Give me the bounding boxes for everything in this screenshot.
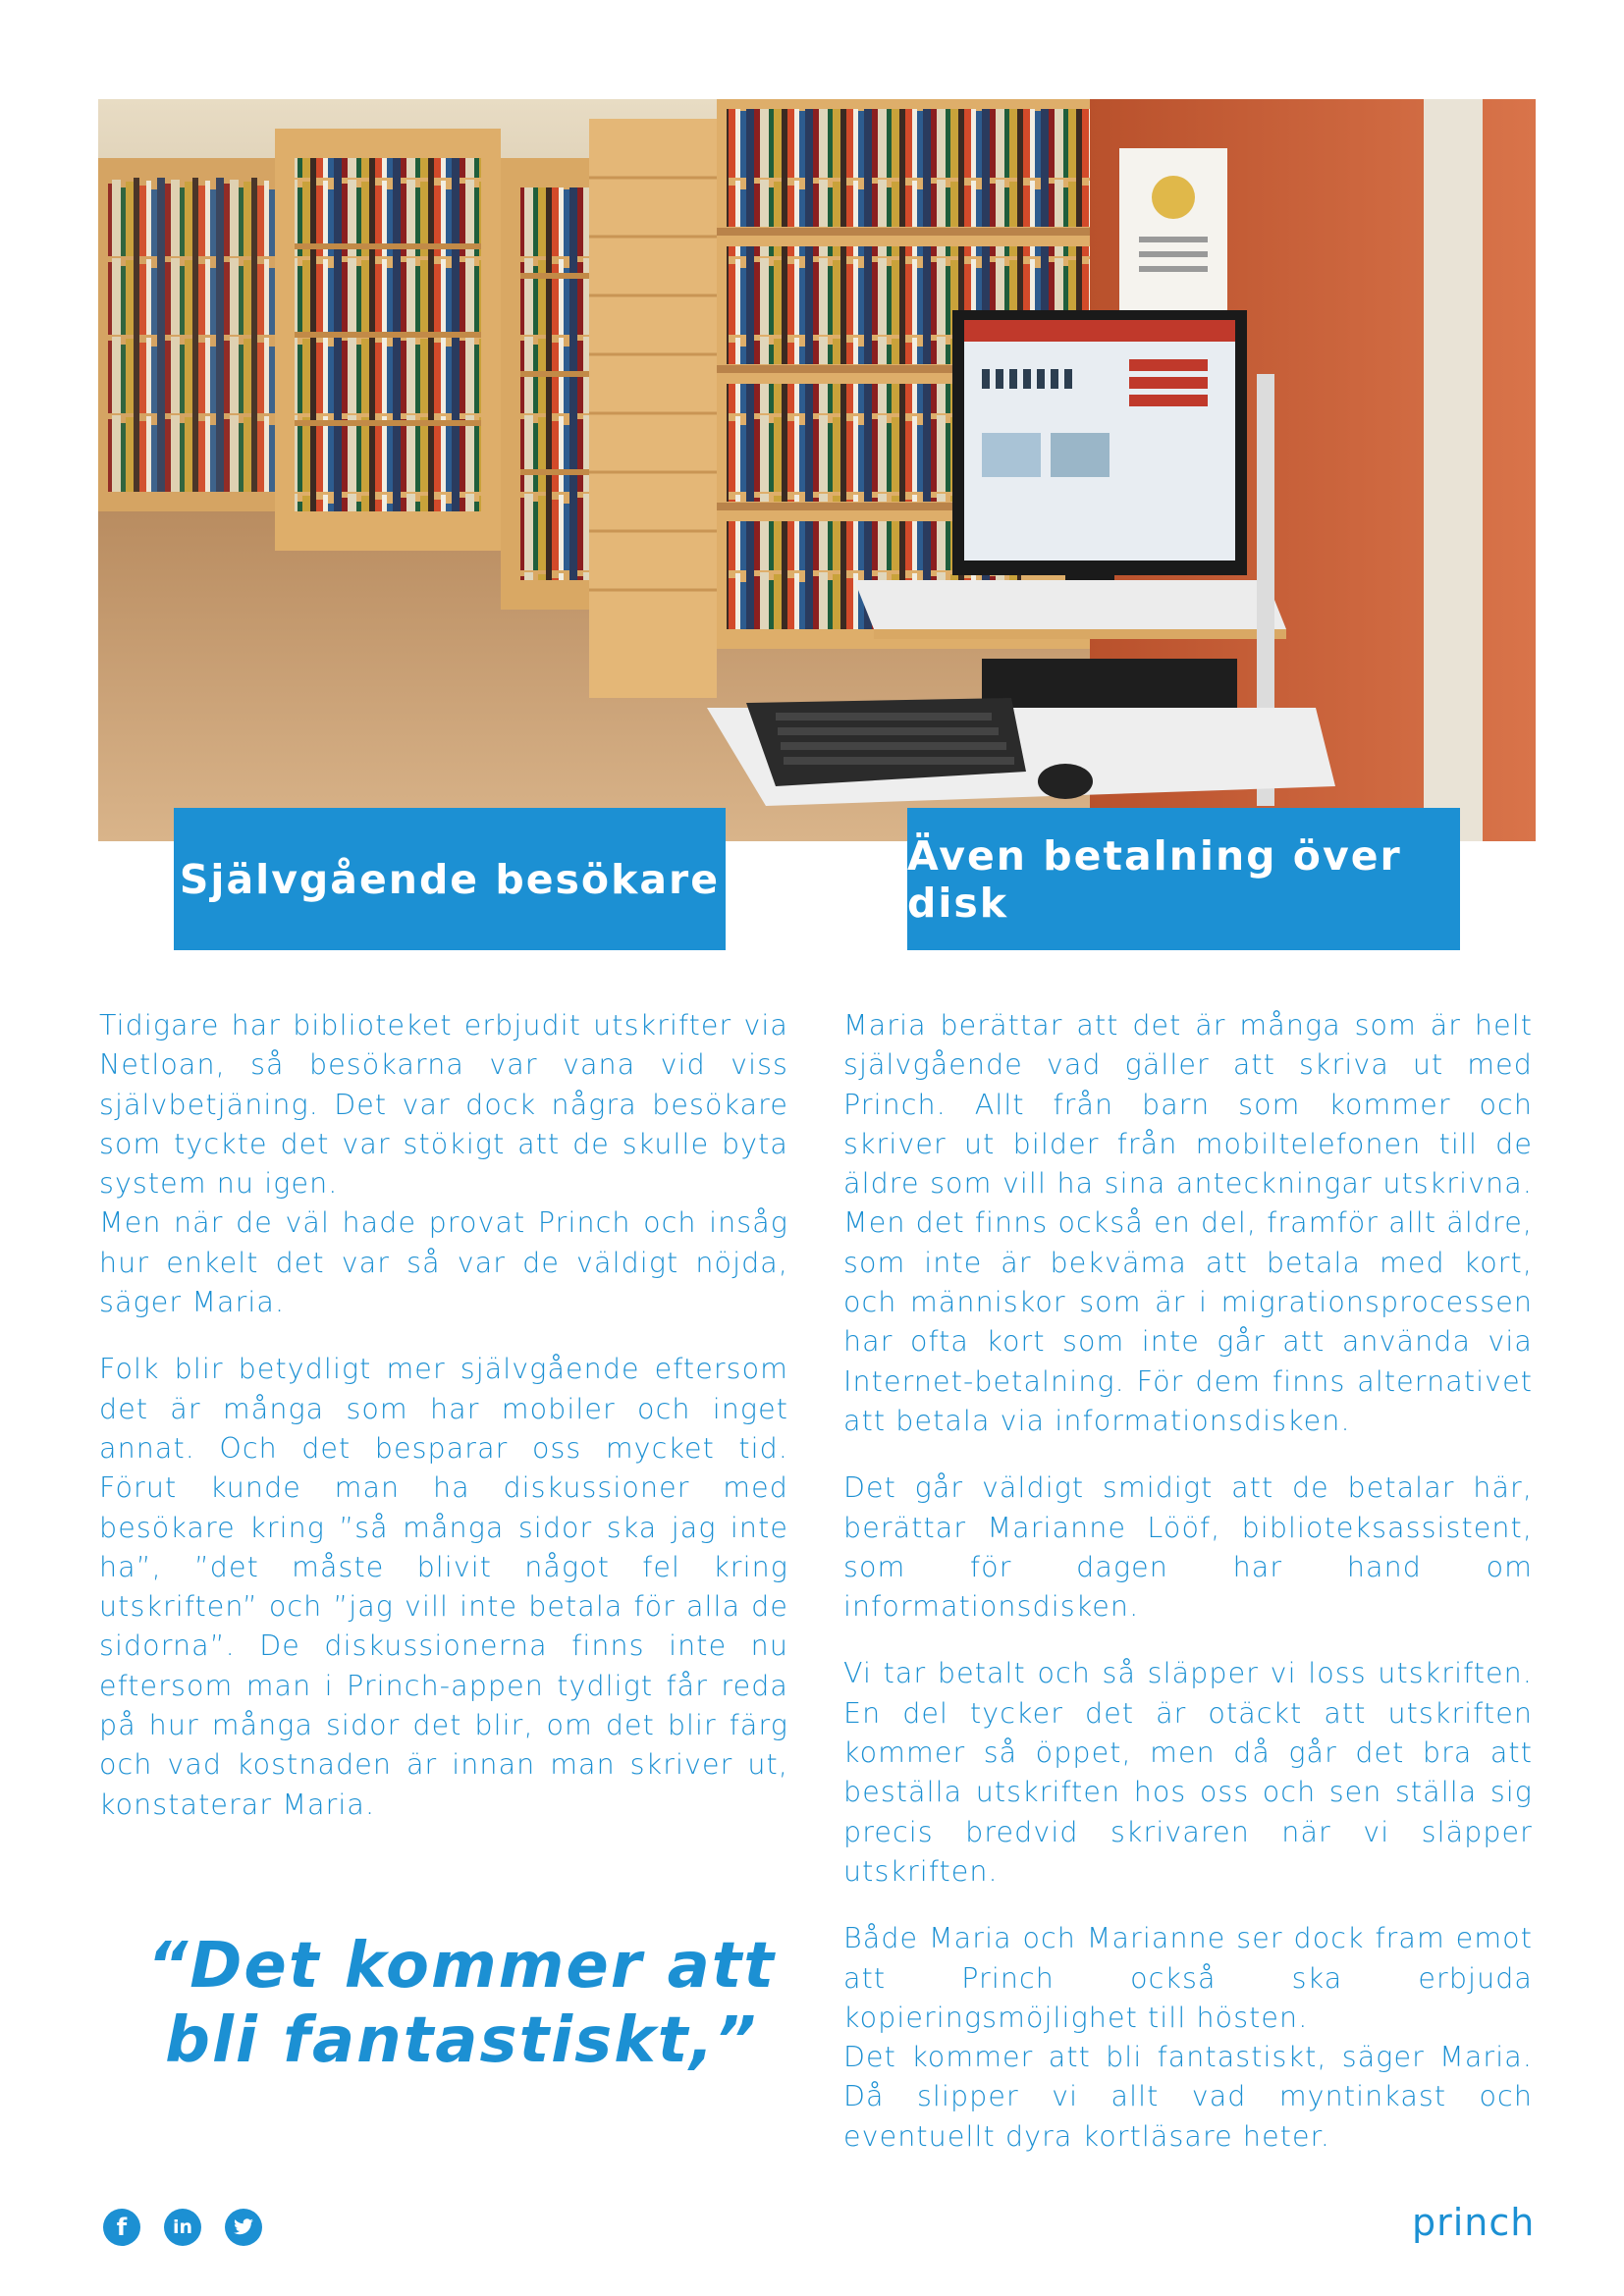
paragraph: Det går väldigt smidigt att de betalar här, berättar Marianne Lööf, biblioteksassistent, som för dagen har hand om informationsdisken. <box>843 1471 1533 1624</box>
facebook-icon[interactable] <box>103 2209 140 2246</box>
hero-photo <box>98 99 1536 841</box>
linkedin-icon[interactable] <box>164 2209 201 2246</box>
right-column <box>843 1006 1533 2184</box>
paragraph: Både Maria och Marianne ser dock fram emot att Princh också ska erbjuda kopieringsmöjlighet till hösten. <box>843 1922 1533 2034</box>
library-photo-illustration <box>98 99 1536 841</box>
paragraph: Tidigare har biblioteket erbjudit utskrifter via Netloan, så besökarna var vana vid viss självbetjäning. Det var dock några besökare som tyckte det var stökigt att de skulle byta system nu igen. <box>99 1009 788 1201</box>
heading-counter-payment: Även betalning över disk <box>907 808 1460 950</box>
princh-logo: princh <box>1412 2201 1536 2244</box>
twitter-bird-icon <box>233 2218 254 2236</box>
paragraph: Maria berättar att det är många som är helt självgående vad gäller att skriva ut med Princh. Allt från barn som kommer och skriver ut bilder från mobiltelefonen till de äldre som vill ha sina anteckningar utskrivna. Men det finns också en del, framför allt äldre, som inte är bekväma att betala med kort, och människor som är i migrationsprocessen har ofta kort som inte går att använda via Internet-betalning. För dem finns alternativet att betala via informationsdisken. <box>843 1009 1534 1437</box>
facebook-glyph: f <box>116 2214 128 2241</box>
twitter-icon[interactable] <box>225 2209 262 2246</box>
heading-self-service-visitors: Självgående besökare <box>174 808 726 950</box>
quote-line: “Det kommer att <box>147 1930 776 2002</box>
paragraph: Folk blir betydligt mer självgående eftersom det är många som har mobiler och inget annat. Och det besparar oss mycket tid. Förut kunde man ha diskussioner med besökare kring ”så många sidor ska jag inte ha”, ”det måste blivit något fel kring utskriften” och ”jag vill inte betala för alla de sidorna”. De diskussionerna finns inte nu eftersom man i Princh-appen tydligt får reda på hur många sidor det blir, om det blir färg och vad kostnaden är innan man skriver ut, konstaterar Maria. <box>99 1353 788 1821</box>
paragraph: Men när de väl hade provat Princh och insåg hur enkelt det var så var de väldigt nöjda, säger Maria. <box>99 1206 788 1319</box>
social-links <box>103 2209 262 2246</box>
left-column <box>99 1006 788 1852</box>
linkedin-glyph: in <box>172 2216 193 2238</box>
pull-quote <box>118 1929 805 2078</box>
paragraph: Det kommer att bli fantastiskt, säger Maria. Då slipper vi allt vad myntinkast och eventuellt dyra kortläsare heter. <box>843 2041 1533 2153</box>
quote-line: bli fantastiskt,” <box>165 2004 758 2077</box>
paragraph: Vi tar betalt och så släpper vi loss utskriften. En del tycker det är otäckt att utskriften kommer så öppet, men då går det bra att beställa utskriften hos oss och sen ställa sig precis bredvid skrivaren när vi släpper utskriften. <box>843 1657 1533 1888</box>
